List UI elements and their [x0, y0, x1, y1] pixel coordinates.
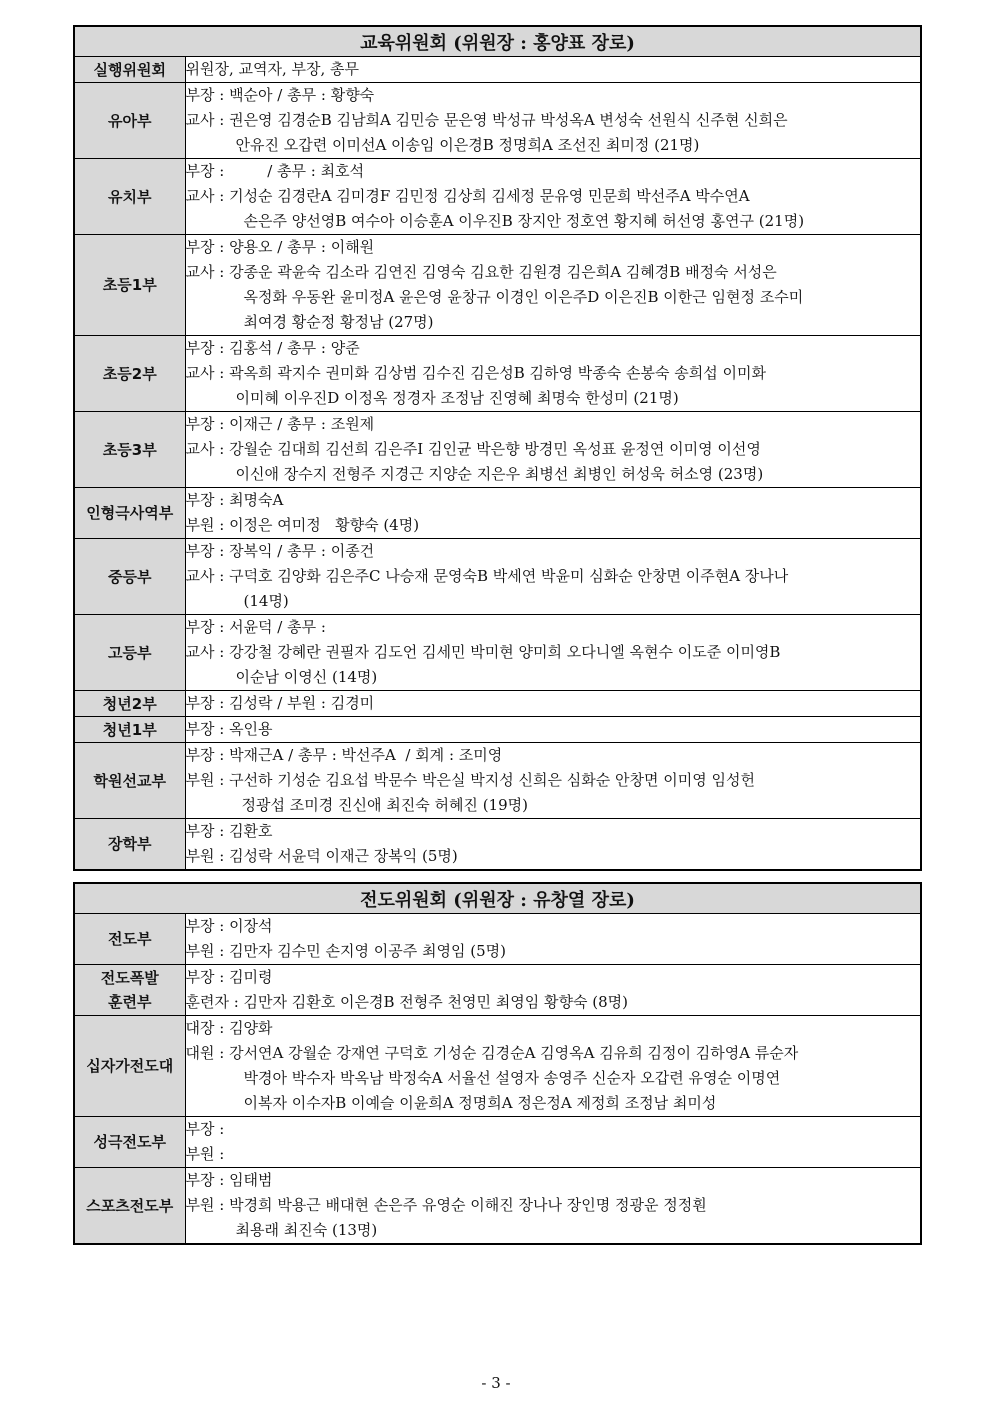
elem1-teachers-cont2: 최여경 황순정 황정남 (27명): [243, 313, 434, 331]
cross-members-cont2: 이복자 이수자B 이예슬 이윤희A 정명희A 정은정A 제정희 조정남 최미성: [243, 1094, 717, 1112]
elem2-teachers-cont: 이미혜 이우진D 이정옥 정경자 조정남 진영혜 최명숙 한성미 (21명): [235, 389, 679, 407]
dept-infant: 유아부: [74, 83, 185, 159]
dept-training-line2: 훈련부: [108, 993, 152, 1011]
elem3-teachers: 강월순 김대희 김선희 김은주I 김인균 박은향 방경민 옥성표 윤정연 이미영 이선영: [229, 440, 761, 458]
dept-scholarship: 장학부: [74, 819, 185, 871]
training-leader: 부장 : 김미령: [185, 968, 273, 986]
table-row: [74, 235, 921, 336]
sports-leader: 부장 : 임태범: [185, 1171, 273, 1189]
table-row: [74, 691, 921, 717]
exec-members: 위원장, 교역자, 부장, 총무: [185, 60, 360, 78]
infant-teachers-cont: 안유진 오갑련 이미선A 이송임 이은경B 정명희A 조선진 최미정 (21명): [235, 136, 700, 154]
elem1-teachers: 강종운 곽윤숙 김소라 김연진 김영숙 김요한 김원경 김은희A 김혜경B 배정숙 서성은: [229, 263, 777, 281]
table-row: [74, 743, 921, 819]
youth2-members: 부장 : 김성락 / 부원 : 김경미: [185, 694, 375, 712]
dept-elem1: 초등1부: [74, 235, 185, 336]
elem3-leaders: 부장 : 이재근 / 총무 : 조원제: [185, 415, 375, 433]
dept-exec: 실행위원회: [74, 57, 185, 83]
evangelism-committee-title: 전도위원회 (위원장 : 유창열 장로): [74, 883, 921, 914]
dept-training: [74, 965, 185, 1016]
table-row: [74, 914, 921, 965]
teacher-label: 교사 :: [185, 111, 230, 129]
table-row: [74, 488, 921, 539]
mission-school-members: 구선하 기성순 김요섭 박문수 박은실 박지성 신희은 심화순 안창면 이미영 임성헌: [229, 771, 755, 789]
sports-members-cont: 최용래 최진숙 (13명): [235, 1221, 378, 1239]
table-row: [74, 615, 921, 691]
page-number: - 3 -: [481, 1374, 511, 1392]
member-label: 부원 :: [185, 771, 230, 789]
dept-kinder: 유치부: [74, 159, 185, 235]
dept-puppet: 인형극사역부: [74, 488, 185, 539]
dept-youth2: 청년2부: [74, 691, 185, 717]
member-label: 대원 :: [185, 1044, 230, 1062]
dept-sports: 스포츠전도부: [74, 1168, 185, 1245]
dept-high: 고등부: [74, 615, 185, 691]
mission-school-members-cont: 정광섭 조미경 진신애 최진숙 허혜진 (19명): [241, 796, 528, 814]
teacher-label: 교사 :: [185, 263, 230, 281]
table-row: [74, 819, 921, 871]
puppet-members: 부원 : 이정은 여미정 황향숙 (4명): [185, 516, 420, 534]
dept-elem3: 초등3부: [74, 412, 185, 488]
drama-members: 부원 :: [185, 1145, 230, 1163]
cross-leader: 대장 : 김양화: [185, 1019, 273, 1037]
elem2-teachers: 곽옥희 곽지수 권미화 김상범 김수진 김은성B 김하영 박종숙 손봉숙 송희섭 이미화: [229, 364, 766, 382]
table-row: [74, 412, 921, 488]
dept-elem2: 초등2부: [74, 336, 185, 412]
table-row: [74, 83, 921, 159]
elem2-leaders: 부장 : 김홍석 / 총무 : 양준: [185, 339, 360, 357]
elem3-teachers-cont: 이신애 장수지 전형주 지경근 지양순 지은우 최병선 최병인 허성욱 허소영 (23명): [235, 465, 764, 483]
evangelism-committee-table: [73, 882, 922, 1245]
evangelism-members: 부원 : 김만자 김수민 손지영 이공주 최영임 (5명): [185, 942, 506, 960]
teacher-label: 교사 :: [185, 364, 230, 382]
dept-cross: 십자가전도대: [74, 1016, 185, 1117]
dept-mission-school: 학원선교부: [74, 743, 185, 819]
drama-leader: 부장 :: [185, 1120, 230, 1138]
table-row: [74, 1016, 921, 1117]
teacher-label: 교사 :: [185, 567, 230, 585]
table-row: [74, 717, 921, 743]
cross-members: 강서연A 강월순 강재연 구덕호 기성순 김경순A 김영옥A 김유희 김정이 김하영A 류순자: [229, 1044, 799, 1062]
kinder-teachers-cont: 손은주 양선영B 여수아 이승훈A 이우진B 장지안 정호연 황지혜 허선영 홍연구 (21명): [243, 212, 805, 230]
dept-training-line1: 전도폭발: [100, 969, 159, 987]
table-row: [74, 336, 921, 412]
middle-teachers: 구덕호 김양화 김은주C 나승재 문영숙B 박세연 박윤미 심화순 안창면 이주현A 장나나: [229, 567, 789, 585]
kinder-teachers: 기성순 김경란A 김미경F 김민정 김상희 김세정 문유영 민문희 박선주A 박수연A: [229, 187, 750, 205]
education-committee-title: 교육위원회 (위원장 : 홍양표 장로): [74, 26, 921, 57]
evangelism-leader: 부장 : 이장석: [185, 917, 273, 935]
table-row: [74, 57, 921, 83]
mission-school-leaders: 부장 : 박재근A / 총무 : 박선주A / 회계 : 조미영: [185, 746, 503, 764]
youth1-members: 부장 : 옥인용: [185, 720, 273, 738]
teacher-label: 교사 :: [185, 643, 230, 661]
teacher-label: 교사 :: [185, 187, 230, 205]
elem1-leaders: 부장 : 양용오 / 총무 : 이해원: [185, 238, 375, 256]
teacher-label: 교사 :: [185, 440, 230, 458]
table-row: [74, 1168, 921, 1245]
scholarship-leader: 부장 : 김환호: [185, 822, 273, 840]
high-leaders: 부장 : 서윤덕 / 총무 :: [185, 618, 331, 636]
table-row: [74, 1117, 921, 1168]
puppet-leader: 부장 : 최명숙A: [185, 491, 284, 509]
high-teachers: 강강철 강혜란 권필자 김도언 김세민 박미현 양미희 오다니엘 옥현수 이도준 이미영B: [229, 643, 781, 661]
infant-leaders: 부장 : 백순아 / 총무 : 황향숙: [185, 86, 375, 104]
dept-drama: 성극전도부: [74, 1117, 185, 1168]
table-row: [74, 539, 921, 615]
table-row: [74, 159, 921, 235]
high-teachers-cont: 이순남 이영신 (14명): [235, 668, 378, 686]
kinder-leaders: 부장 : / 총무 : 최호석: [185, 162, 365, 180]
dept-evangelism: 전도부: [74, 914, 185, 965]
cross-members-cont: 박경아 박수자 박옥남 박정숙A 서율선 설영자 송영주 신순자 오갑련 유영순 이명연: [243, 1069, 781, 1087]
middle-teachers-cont: (14명): [243, 592, 289, 610]
sports-members: 박경희 박용근 배대현 손은주 유영순 이해진 장나나 장인명 정광운 정정훤: [229, 1196, 707, 1214]
member-label: 부원 :: [185, 1196, 230, 1214]
elem1-teachers-cont: 옥정화 우동완 윤미정A 윤은영 윤창규 이경인 이은주D 이은진B 이한근 임현정 조수미: [243, 288, 804, 306]
infant-teachers: 권은영 김경순B 김남희A 김민승 문은영 박성규 박성옥A 변성숙 선원식 신주현 신희은: [229, 111, 788, 129]
scholarship-members: 부원 : 김성락 서윤덕 이재근 장복익 (5명): [185, 847, 458, 865]
dept-middle: 중등부: [74, 539, 185, 615]
middle-leaders: 부장 : 장복익 / 총무 : 이종건: [185, 542, 375, 560]
training-members: 훈련자 : 김만자 김환호 이은경B 전형주 천영민 최영임 황향숙 (8명): [185, 993, 628, 1011]
education-committee-table: [73, 25, 922, 871]
dept-youth1: 청년1부: [74, 717, 185, 743]
table-row: [74, 965, 921, 1016]
